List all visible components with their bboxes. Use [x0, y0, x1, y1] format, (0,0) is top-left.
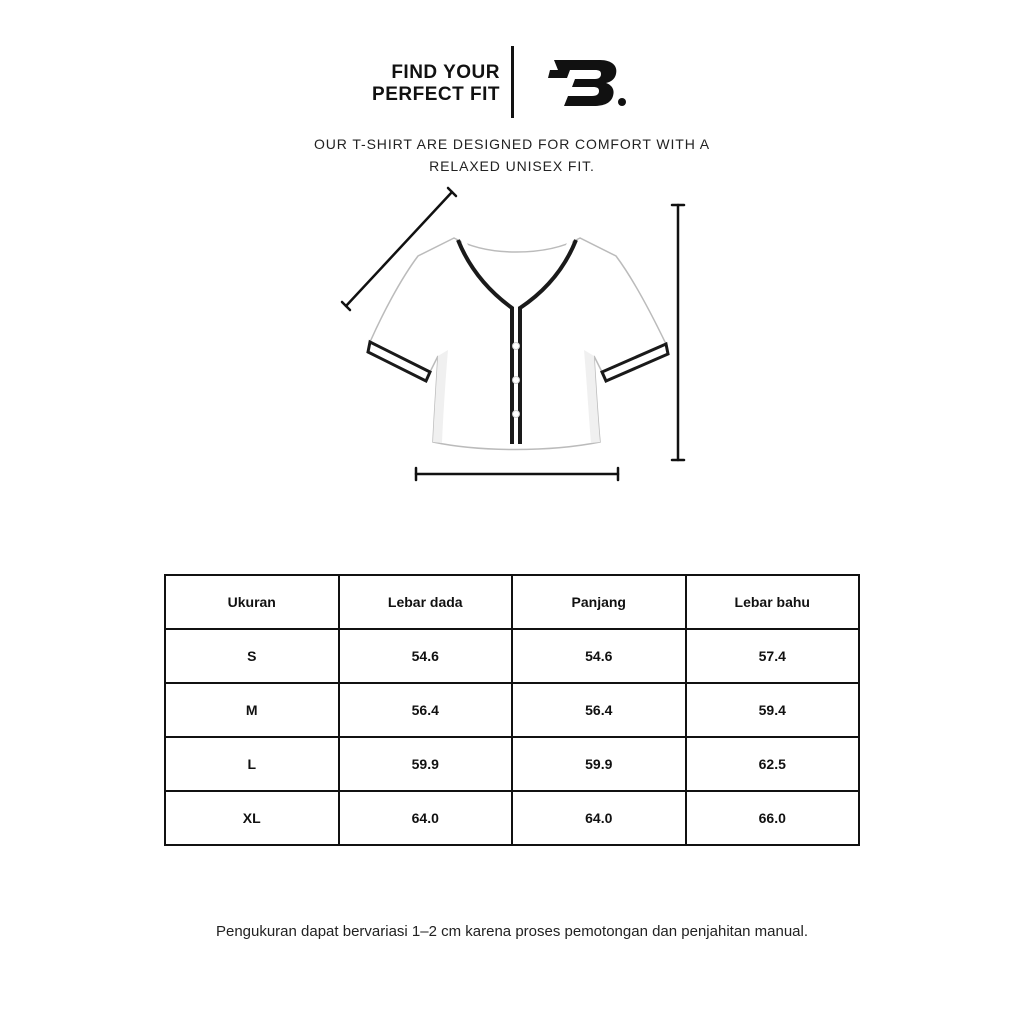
column-header-chest-width: Lebar dada	[339, 575, 513, 629]
length-cell: 64.0	[512, 791, 686, 845]
table-row	[165, 683, 859, 737]
chest-width-cell: 64.0	[339, 791, 513, 845]
length-cell: 56.4	[512, 683, 686, 737]
table-row	[165, 629, 859, 683]
chest-width-guide	[416, 468, 618, 480]
page-title-line2: PERFECT FIT	[372, 84, 500, 105]
chest-width-cell: 59.9	[339, 737, 513, 791]
size-cell: S	[165, 629, 339, 683]
column-header-size: Ukuran	[165, 575, 339, 629]
subtitle-line1: OUR T-SHIRT ARE DESIGNED FOR COMFORT WITH A	[313, 136, 710, 152]
column-header-shoulder-width: Lebar bahu	[686, 575, 860, 629]
size-cell: M	[165, 683, 339, 737]
shoulder-width-cell: 57.4	[686, 629, 860, 683]
shoulder-width-cell: 62.5	[686, 737, 860, 791]
subtitle	[262, 133, 762, 177]
length-cell: 54.6	[512, 629, 686, 683]
brand-b-logo	[548, 56, 628, 108]
length-guide	[672, 205, 684, 460]
jersey-body	[368, 238, 668, 450]
shoulder-width-cell: 66.0	[686, 791, 860, 845]
size-cell: L	[165, 737, 339, 791]
chest-width-cell: 54.6	[339, 629, 513, 683]
measurement-footnote: Pengukuran dapat bervariasi 1–2 cm karena proses pemotongan dan penjahitan manual.	[215, 923, 809, 940]
header-divider	[511, 46, 514, 118]
table-row	[165, 737, 859, 791]
shoulder-width-cell: 59.4	[686, 683, 860, 737]
length-cell: 59.9	[512, 737, 686, 791]
jersey-illustration	[330, 180, 700, 490]
table-header-row	[165, 575, 859, 629]
page-title	[330, 62, 500, 106]
size-cell: XL	[165, 791, 339, 845]
chest-width-cell: 56.4	[339, 683, 513, 737]
page-title-line1: FIND YOUR	[391, 62, 500, 83]
table-row	[165, 791, 859, 845]
size-chart-table	[164, 574, 860, 846]
subtitle-line2: RELAXED UNISEX FIT.	[429, 158, 595, 174]
column-header-length: Panjang	[512, 575, 686, 629]
